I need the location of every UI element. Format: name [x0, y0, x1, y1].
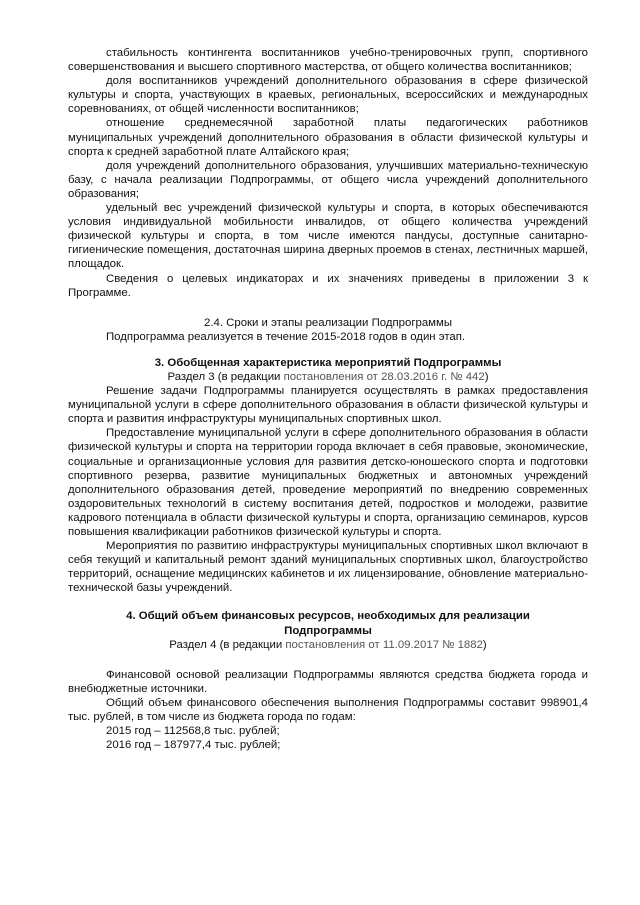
section-4-heading-line2: Подпрограммы	[284, 624, 372, 637]
edition-decree-link[interactable]: постановления от 11.09.2017 № 1882	[285, 638, 483, 651]
indicator-paragraph: отношение среднемесячной заработной платы педагогических работников муниципальных учреждений дополнительного образования в области физической культуры и спорта к средней заработной плате Алтайского края;	[68, 117, 588, 158]
edition-suffix: )	[482, 638, 487, 651]
section-3-heading: 3. Обобщенная характеристика мероприятий Подпрограммы	[154, 356, 502, 369]
indicator-paragraph: доля воспитанников учреждений дополнительного образования в сфере физической культуры и спорта, участвующих в краевых, региональных, всероссийских и международных соревнованиях, от общей численности воспитанников;	[68, 75, 588, 116]
section-4-heading-line1: 4. Общий объем финансовых ресурсов, необходимых для реализации	[126, 610, 530, 623]
edition-decree-link[interactable]: постановления от 28.03.2016 г. № 442	[283, 370, 485, 383]
indicator-paragraph: удельный вес учреждений физической культуры и спорта, в которых обеспечиваются условия индивидуальной мобильности инвалидов, от общего количества учреждений физической культуры и спорта, в том числе имеются пандусы, доступные санитарно-гигиенические помещения, достаточная ширина дверных проемов в стенах, лестничных маршей, площадок.	[68, 202, 588, 271]
section-4-paragraph: Общий объем финансового обеспечения выполнения Подпрограммы составит 998901,4 тыс. рублей, в том числе из бюджета города по годам:	[68, 696, 588, 724]
section-3-paragraph: Решение задачи Подпрограммы планируется осуществлять в рамках предоставления муниципальной услуги в сфере дополнительного образования в области физической культуры и спорта и развития инфраструктуры муниципальных спортивных школ.	[68, 385, 588, 426]
section-3-edition-note	[68, 370, 588, 384]
budget-year-line: 2016 год – 187977,4 тыс. рублей;	[106, 739, 281, 752]
section-4-paragraph: Финансовой основой реализации Подпрограммы являются средства бюджета города и внебюджетные источники.	[68, 668, 588, 695]
section-3-paragraph: Предоставление муниципальной услуги в сфере дополнительного образования в области физической культуры и спорта на территории города включает в себя правовые, экономические, социальные и организационные условия для развития детско-юношеского спорта и подготовки спортивного резерва, развитие муниципальных бюджетных и автономных учреждений дополнительного образования детей, проведение мероприятий по внедрению современных оздоровительных технологий в систему воспитания детей, подростков и молодежи, развитие кадрового потенциала в области физической культуры и спорта, организацию семинаров, курсов повышения квалификации работников физической культуры и спорта.	[68, 427, 588, 538]
section-4-edition-note	[68, 638, 588, 652]
indicator-paragraph: доля учреждений дополнительного образования, улучшивших материально-техническую базу, с начала реализации Подпрограммы, от общего числа учреждений дополнительного образования;	[68, 159, 588, 200]
indicator-paragraph: стабильность контингента воспитанников учебно-тренировочных групп, спортивного совершенствования и высшего спортивного мастерства, от общего количества воспитанников;	[68, 47, 588, 74]
edition-prefix: Раздел 4 (в редакции	[169, 638, 286, 651]
indicators-reference-paragraph: Сведения о целевых индикаторах и их значениях приведены в приложении 3 к Программе.	[68, 272, 588, 299]
section-2-4-title: 2.4. Сроки и этапы реализации Подпрограммы	[203, 316, 453, 329]
edition-suffix: )	[484, 370, 489, 383]
section-2-4-text: Подпрограмма реализуется в течение 2015-2018 годов в один этап.	[106, 330, 466, 343]
section-3-paragraph: Мероприятия по развитию инфраструктуры муниципальных спортивных школ включают в себя текущий и капитальный ремонт зданий муниципальных спортивных школ, благоустройство территорий, оснащение медицинских кабинетов и их лицензирование, обновление материально-технической базы учреждений.	[68, 540, 588, 595]
budget-year-line: 2015 год – 112568,8 тыс. рублей;	[106, 725, 280, 738]
edition-prefix: Раздел 3 (в редакции	[167, 370, 284, 383]
